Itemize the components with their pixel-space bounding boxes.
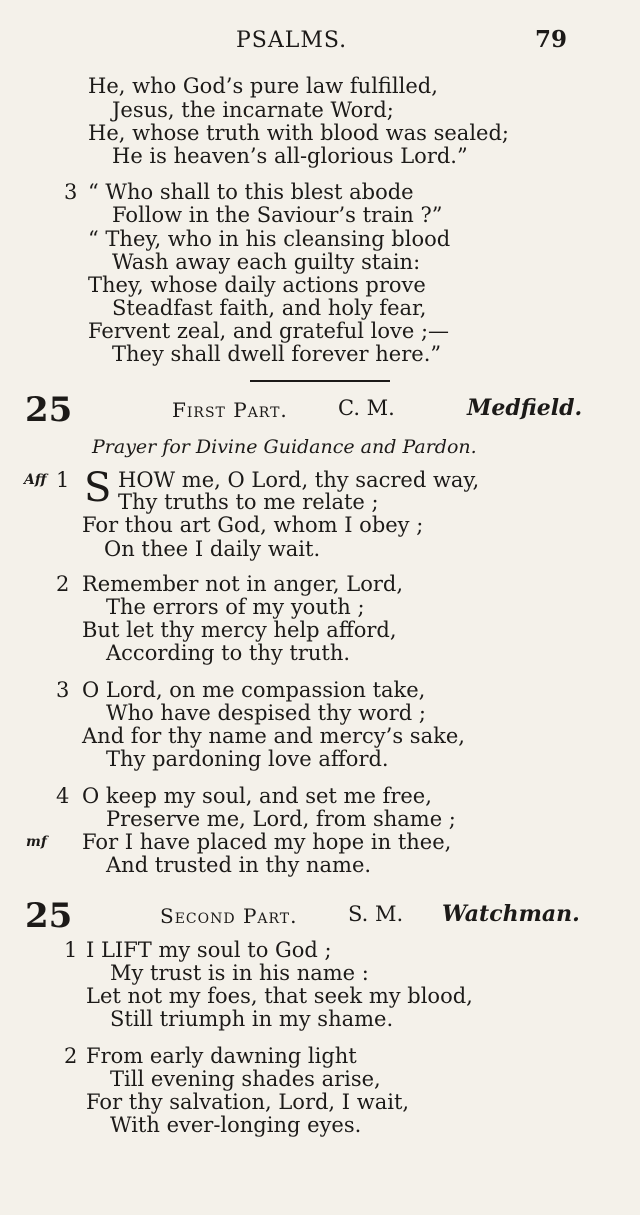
page-header	[0, 26, 640, 56]
verse-number: 3	[56, 678, 70, 702]
verse-number: 1	[64, 938, 78, 962]
verse-line: For I have placed my hope in thee,	[82, 830, 452, 854]
verse-line: With ever-longing eyes.	[110, 1113, 362, 1137]
verse-line: Jesus, the incarnate Word;	[112, 98, 394, 122]
verse-line: They, whose daily actions prove	[88, 273, 426, 297]
tune-name: Watchman.	[442, 901, 580, 927]
running-head: PSALMS.	[236, 28, 348, 53]
hymn-heading	[0, 896, 640, 936]
section-divider	[250, 380, 390, 382]
verse-number: 3	[64, 180, 78, 204]
verse-number: 4	[56, 784, 70, 808]
dynamic-mark: mf	[26, 834, 47, 850]
verse-line: They shall dwell forever here.”	[112, 342, 442, 366]
hymn-subtitle: Prayer for Divine Guidance and Pardon.	[92, 436, 477, 458]
page-number: 79	[535, 26, 568, 53]
verse-line: “ Who shall to this blest abode	[88, 180, 414, 204]
verse-number: 2	[64, 1044, 78, 1068]
verse-line: Let not my foes, that seek my blood,	[86, 984, 473, 1008]
dynamic-mark: Aff	[24, 472, 47, 488]
verse-line: HOW me, O Lord, thy sacred way,	[118, 468, 480, 492]
verse-line: Still triumph in my shame.	[110, 1007, 394, 1031]
verse-line: Steadfast faith, and holy fear,	[112, 296, 427, 320]
verse-line: And trusted in thy name.	[106, 853, 372, 877]
verse-line: For thy salvation, Lord, I wait,	[86, 1090, 410, 1114]
verse-line: “ They, who in his cleansing blood	[88, 227, 451, 251]
hymn-number: 25	[25, 390, 73, 430]
verse-number: 2	[56, 572, 70, 596]
tune-name: Medfield.	[467, 395, 583, 421]
verse-line: O Lord, on me compassion take,	[82, 678, 426, 702]
verse-line: My trust is in his name :	[110, 961, 369, 985]
meter-label: S. M.	[348, 902, 404, 926]
drop-cap: S	[84, 465, 112, 511]
verse-line: Preserve me, Lord, from shame ;	[106, 807, 456, 831]
verse-line: From early dawning light	[86, 1044, 357, 1068]
verse-line: Thy truths to me relate ;	[118, 490, 379, 514]
verse-line: Till evening shades arise,	[110, 1067, 381, 1091]
verse-line: Follow in the Saviour’s train ?”	[112, 203, 443, 227]
verse-line: Wash away each guilty stain:	[112, 250, 421, 274]
part-label: Second Part.	[160, 904, 298, 928]
hymn-number: 25	[25, 896, 73, 936]
verse-line: But let thy mercy help afford,	[82, 618, 397, 642]
verse-line: And for thy name and mercy’s sake,	[82, 724, 465, 748]
verse-line: According to thy truth.	[106, 641, 351, 665]
verse-line: On thee I daily wait.	[104, 537, 321, 561]
verse-line: He is heaven’s all-glorious Lord.”	[112, 144, 468, 168]
hymn-heading	[0, 390, 640, 430]
verse-line: Thy pardoning love afford.	[106, 747, 389, 771]
part-label: First Part.	[172, 398, 288, 422]
verse-line: O keep my soul, and set me free,	[82, 784, 432, 808]
verse-line: For thou art God, whom I obey ;	[82, 513, 424, 537]
verse-number: 1	[56, 468, 70, 492]
verse-line: Fervent zeal, and grateful love ;—	[88, 319, 450, 343]
meter-label: C. M.	[338, 396, 395, 420]
verse-line: I LIFT my soul to God ;	[86, 938, 332, 962]
verse-line: He, who God’s pure law fulfilled,	[88, 74, 438, 98]
verse-line: He, whose truth with blood was sealed;	[88, 121, 509, 145]
verse-line: Who have despised thy word ;	[106, 701, 426, 725]
verse-line: The errors of my youth ;	[106, 595, 365, 619]
verse-line: Remember not in anger, Lord,	[82, 572, 404, 596]
